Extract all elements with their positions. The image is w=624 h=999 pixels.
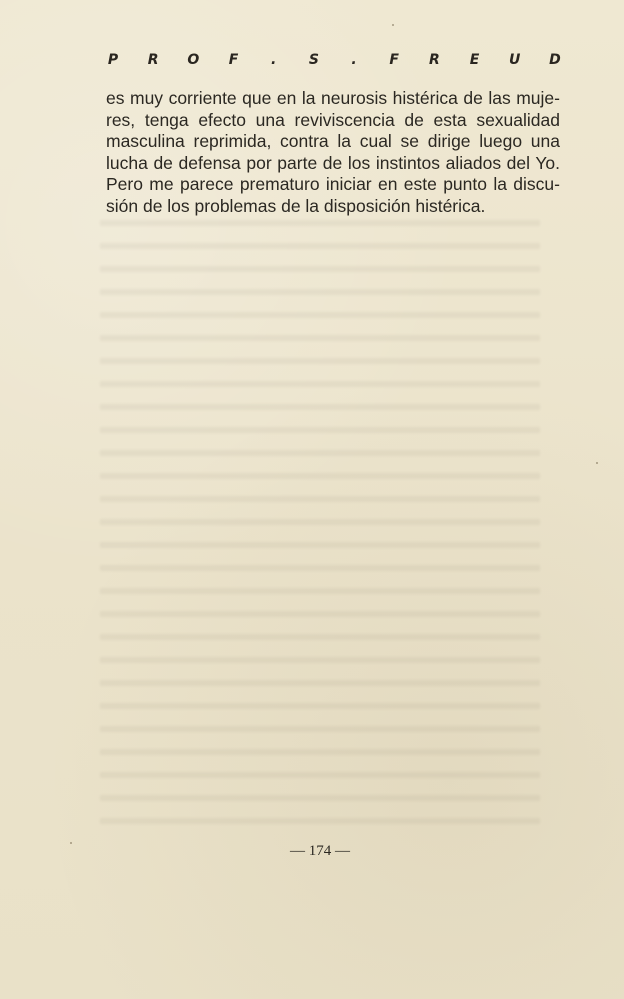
header-letter: E xyxy=(469,52,480,68)
text-line: res, tenga efecto una reviviscencia de esta sexualidad xyxy=(106,109,560,130)
text-line: sión de los problemas de la disposición histérica. xyxy=(106,195,486,216)
paper-speck xyxy=(596,462,598,464)
text-line: masculina reprimida, contra la cual se dirige luego una xyxy=(106,131,560,151)
header-letter: F xyxy=(228,52,239,68)
show-through-texture xyxy=(100,220,540,840)
header-letter: U xyxy=(509,52,521,68)
running-header xyxy=(106,52,562,72)
paper-speck xyxy=(392,24,394,26)
text-line: es muy corriente que en la neurosis histérica de las muje- xyxy=(106,88,560,108)
page-number: — 174 — xyxy=(290,843,350,859)
header-letter: P xyxy=(107,52,119,68)
body-paragraph xyxy=(106,88,560,217)
text-line: Pero me parece prematuro iniciar en este punto la discu- xyxy=(106,174,560,194)
text-line: lucha de defensa por parte de los instintos aliados del Yo. xyxy=(106,152,560,173)
header-letter: . xyxy=(351,52,357,68)
paper-speck xyxy=(70,842,72,844)
header-letter: O xyxy=(187,52,200,68)
header-letter: F xyxy=(389,52,399,68)
header-letter: . xyxy=(271,52,277,68)
header-letter: S xyxy=(308,52,319,68)
header-letter: R xyxy=(147,52,159,68)
header-letter: D xyxy=(549,52,561,68)
header-letter: R xyxy=(428,52,440,68)
